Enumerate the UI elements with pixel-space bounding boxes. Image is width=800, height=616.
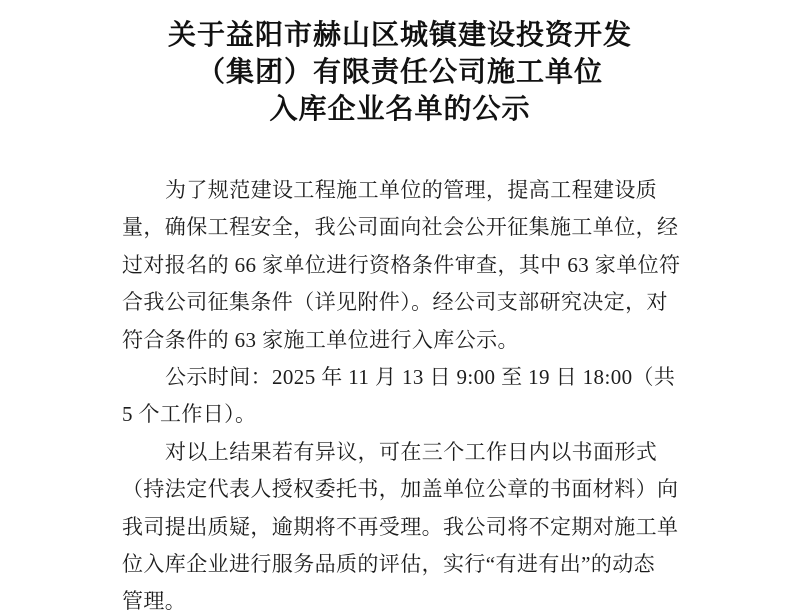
document-line: 对以上结果若有异议，可在三个工作日内以书面形式 — [165, 439, 658, 464]
document-line: 5 个工作日）。 — [122, 402, 257, 427]
document-line: 管理。 — [122, 589, 187, 614]
notice-body — [122, 172, 682, 616]
document-line: 为了规范建设工程施工单位的管理，提高工程建设质 — [165, 178, 658, 202]
document-line: 公示时间：2025 年 11 月 13 日 9:00 至 19 日 18:00（共 — [165, 364, 676, 389]
document-line: （持法定代表人授权委托书，加盖单位公章的书面材料）向 — [122, 477, 679, 502]
document-line: 位入库企业进行服务品质的评估，实行“有进有出”的动态 — [122, 551, 656, 576]
notice-title-line: 入库企业名单的公示 — [269, 93, 531, 124]
notice-title-line: 关于益阳市赫山区城镇建设投资开发 — [167, 19, 632, 50]
document-line: 过对报名的 66 家单位进行资格条件审查，其中 63 家单位符 — [122, 252, 681, 277]
notice-title — [0, 0, 800, 127]
document-line: 符合条件的 63 家施工单位进行入库公示。 — [122, 327, 519, 352]
document-line: 量，确保工程安全，我公司面向社会公开征集施工单位，经 — [122, 215, 679, 240]
document-line: 我司提出质疑，逾期将不再受理。我公司将不定期对施工单 — [122, 514, 679, 539]
notice-title-line: （集团）有限责任公司施工单位 — [196, 56, 603, 87]
document-line: 合我公司征集条件（详见附件）。经公司支部研究决定，对 — [122, 290, 668, 315]
